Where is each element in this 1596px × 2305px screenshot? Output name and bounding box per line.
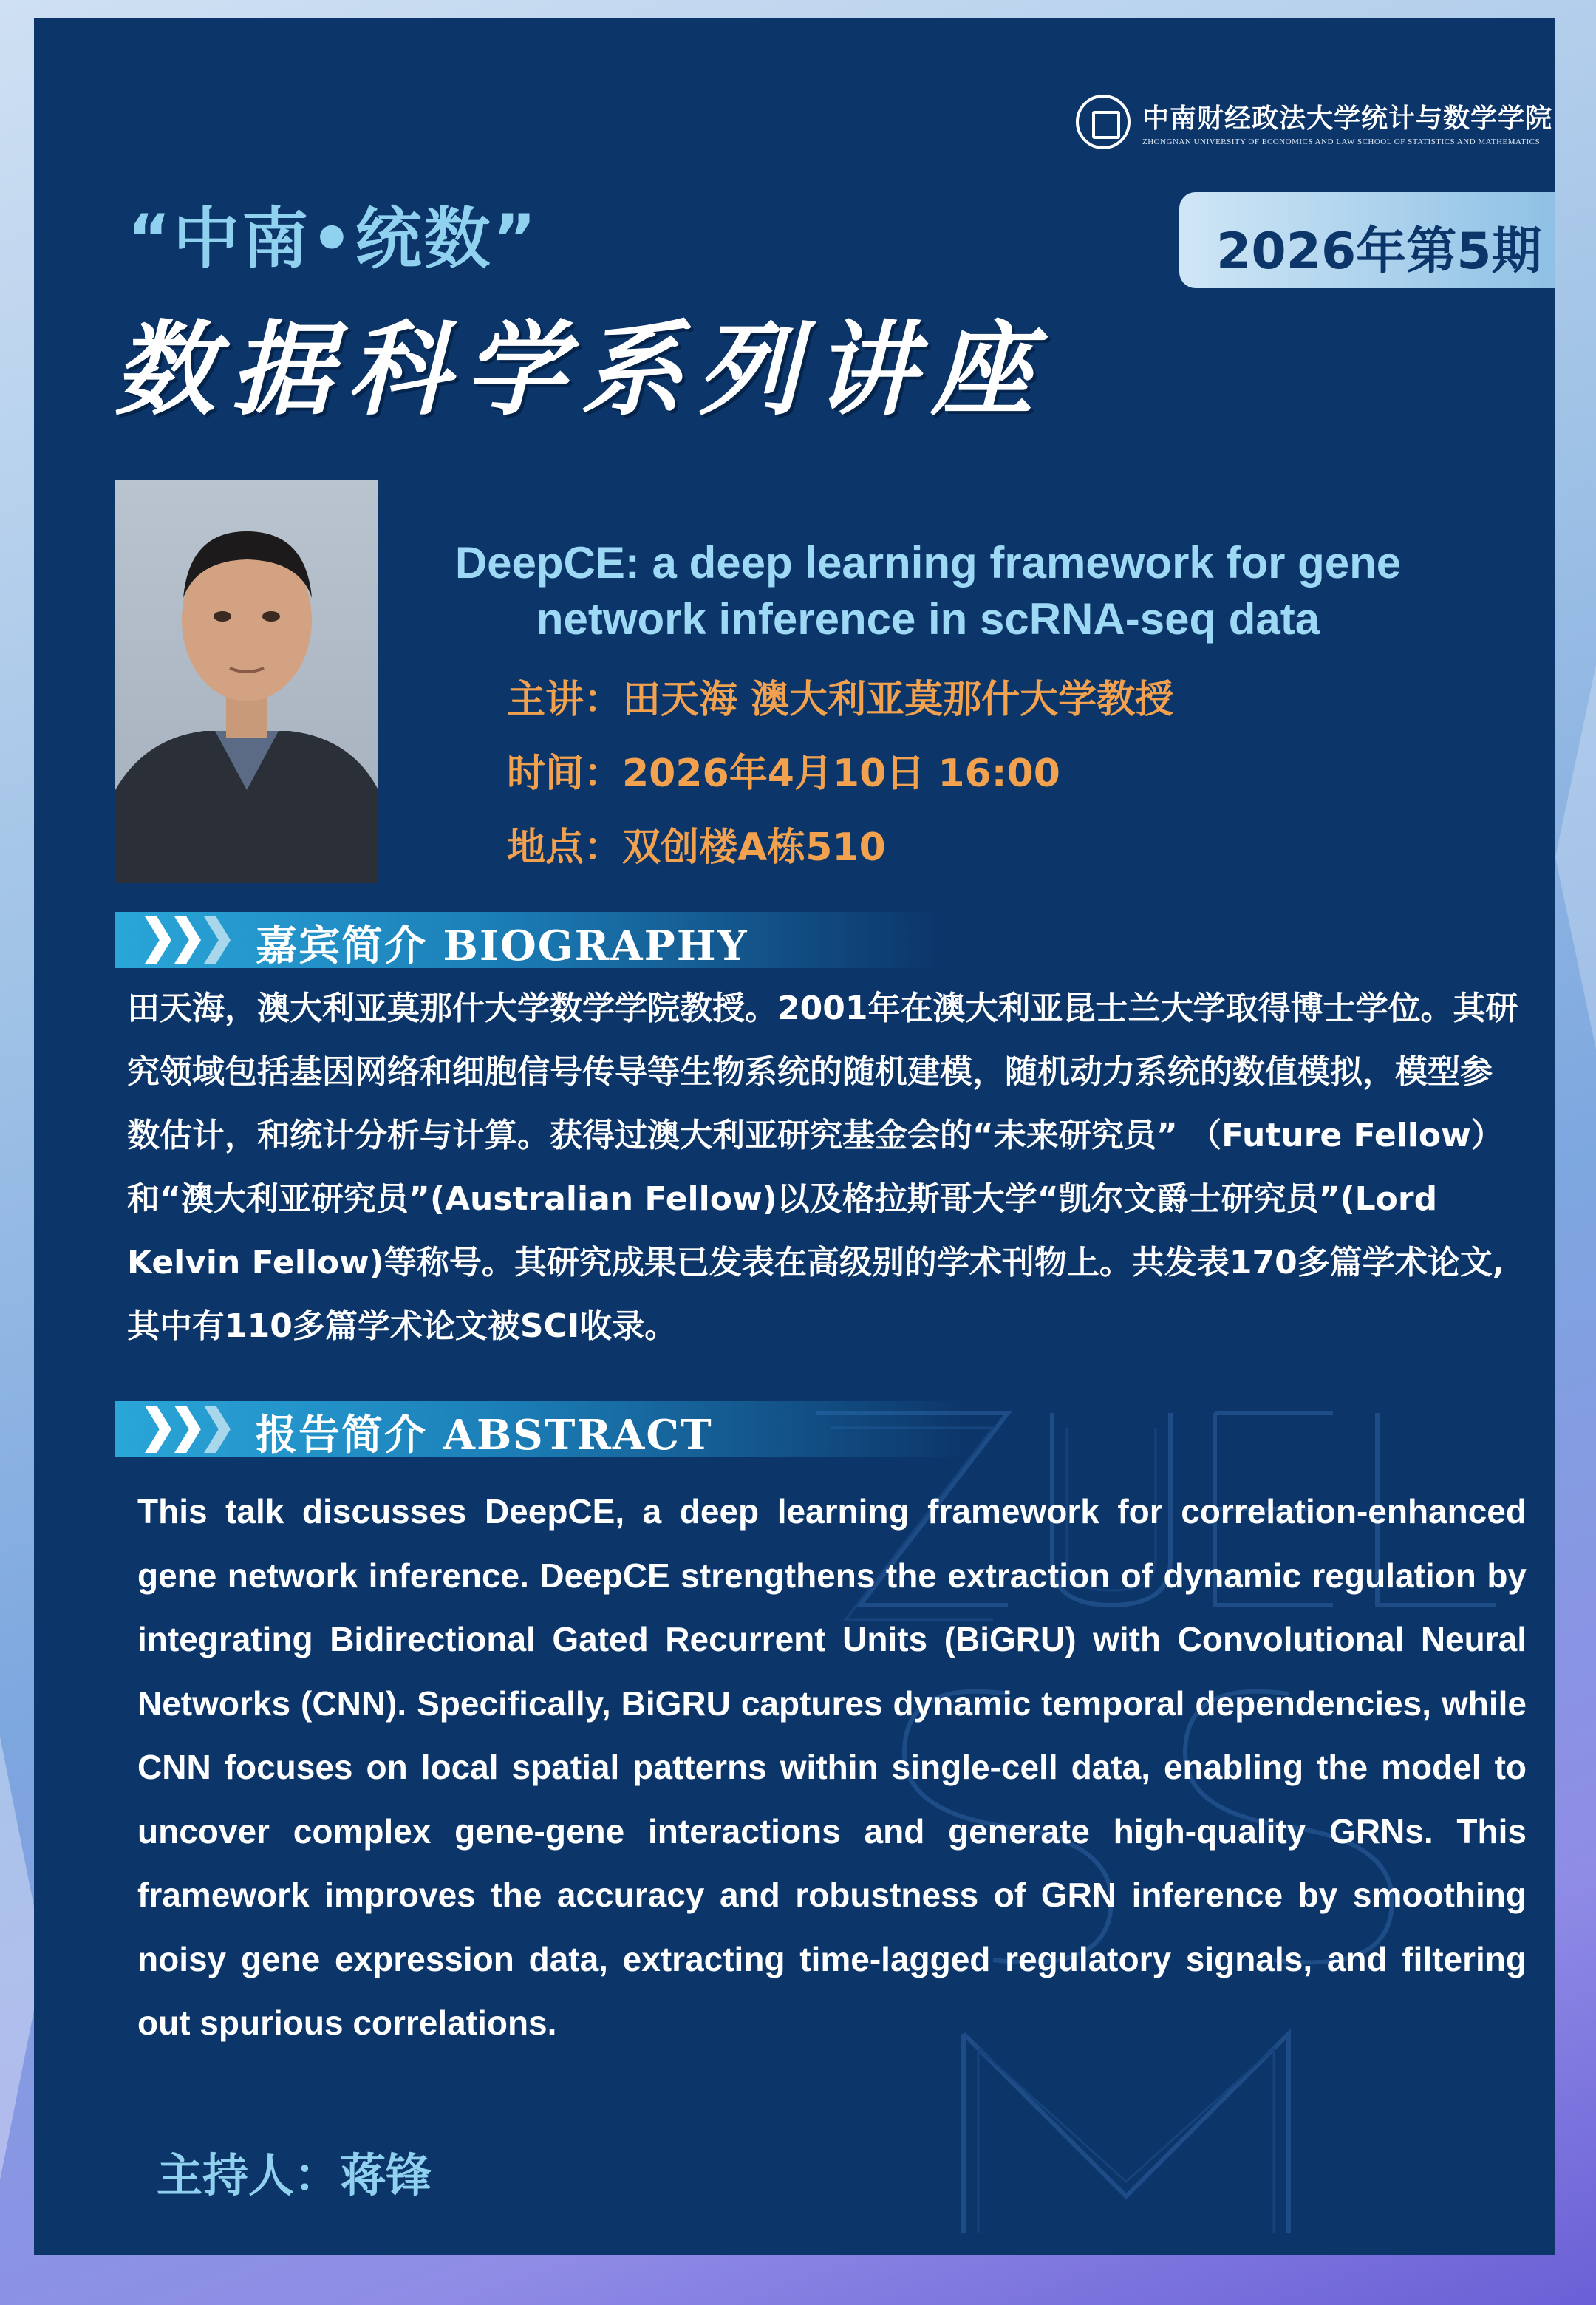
institution-name: 中南财经政法大学统计与数学学院: [1142, 103, 1553, 134]
institution-name-en: ZHONGNAN UNIVERSITY OF ECONOMICS AND LAW SCHOOL OF STATISTICS AND MATHEMATICS: [1142, 137, 1541, 146]
chevron-right-icon: [145, 916, 171, 964]
host-label: 主持人：蒋锋: [157, 2148, 432, 2202]
talk-title: DeepCE: a deep learning framework for gene network inference in scRNA-seq data: [454, 538, 1402, 644]
chevron-right-icon: [174, 916, 201, 964]
abstract-text: This talk discusses DeepCE, a deep learning framework for correlation-enhanced gene network inference. DeepCE strengthens the extraction of dynamic regulation by integrating Bidirectional Gated Recurrent Units (BiGRU) with Convolutional Neural Networks (CNN). Specifically, BiGRU captures dynamic temporal dependencies, while CNN focuses on local spatial patterns within single-cell data, enabling the model to uncover complex gene-gene interactions and generate high-quality GRNs. This framework improves the accuracy and robustness of GRN inference by smoothing noisy gene expression data, extracting time-lagged regulatory signals, and filtering out spurious correlations.: [137, 1492, 1527, 2042]
institution-logo: [1076, 89, 1553, 170]
poster-panel: [34, 18, 1555, 2255]
issue-badge: [1179, 192, 1555, 288]
chevron-right-icon: [204, 916, 231, 964]
location-info: 地点：双创楼A栋510: [507, 825, 886, 870]
time-info: 时间：2026年4月10日 16:00: [507, 752, 1060, 796]
speaker-info: 主讲：田天海 澳大利亚莫那什大学教授: [507, 678, 1174, 722]
biography-header: [115, 912, 943, 968]
university-emblem-icon: [1076, 95, 1130, 149]
biography-heading: 嘉宾简介 BIOGRAPHY: [256, 922, 748, 970]
speaker-photo: [115, 480, 378, 883]
background-decoration: [1555, 665, 1596, 1049]
issue-label: 2026年第5期: [1216, 222, 1542, 281]
biography-text: 田天海，澳大利亚莫那什大学数学学院教授。2001年在澳大利亚昆士兰大学取得博士学位。其研究领域包括基因网络和细胞信号传导等生物系统的随机建模，随机动力系统的数值模拟，模型参数估计，和统计分析与计算。获得过澳大利亚研究基金会的“未来研究员” （Future Fellow）和“澳大利亚研究员”(Australian Fellow)以及格拉斯哥大学“凯尔文爵士研究员”(Lord Kelvin Fellow)等称号。其研究成果已发表在高级别的学术刊物上。共发表170多篇学术论文,其中有110多篇学术论文被SCI收录。: [127, 990, 1518, 1345]
abstract-header: [115, 1401, 972, 1460]
abstract-heading: 报告简介 ABSTRACT: [256, 1411, 713, 1460]
series-subtitle: “中南•统数”: [127, 200, 539, 278]
series-title: 数据科学系列讲座: [114, 309, 1048, 429]
chevron-right-icon: [145, 1406, 171, 1453]
chevron-right-icon: [204, 1406, 231, 1453]
chevron-right-icon: [174, 1406, 201, 1453]
